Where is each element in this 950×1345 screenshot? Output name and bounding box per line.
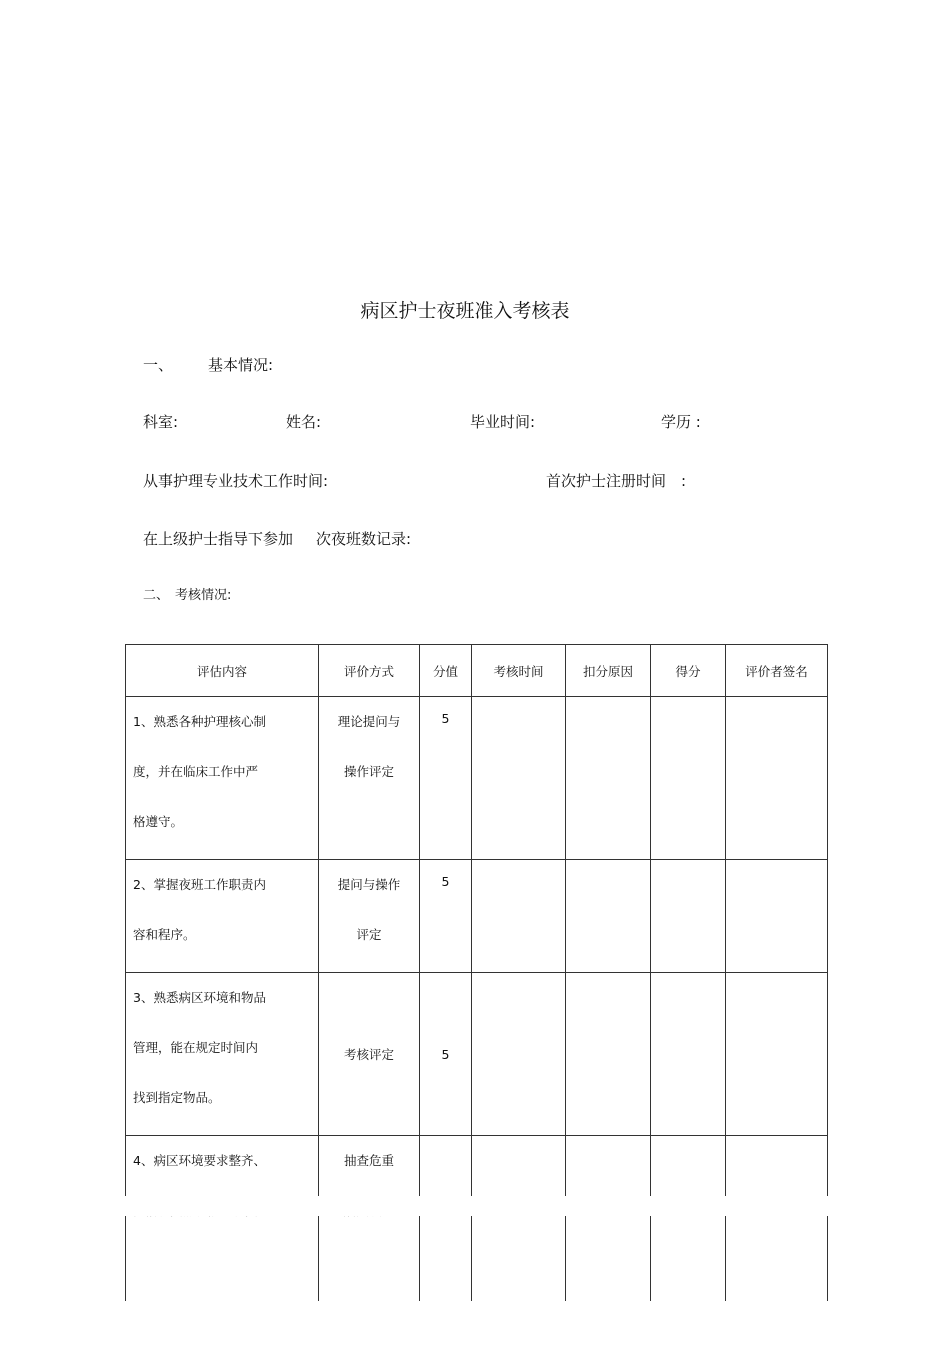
page-cut-mask (120, 1196, 840, 1216)
row1-time-cell (472, 697, 566, 860)
table-header-row (126, 645, 828, 697)
header-content: 评估内容 (126, 645, 319, 697)
row4-signature-cell (726, 1136, 828, 1302)
row3-score: 5 (420, 973, 472, 1136)
row3-method: 考核评定 (319, 973, 420, 1136)
row2-score: 5 (420, 860, 472, 973)
row4-deduction-cell (566, 1136, 651, 1302)
table-row (126, 1136, 828, 1302)
row2-signature-cell (726, 860, 828, 973)
dept-label: 科室: (143, 413, 179, 431)
header-signature: 评价者签名 (726, 645, 828, 697)
section2-label: 考核情况: (175, 588, 232, 603)
row3-signature-cell (726, 973, 828, 1136)
table-row (126, 860, 828, 973)
header-deduction: 扣分原因 (566, 645, 651, 697)
header-time: 考核时间 (472, 645, 566, 697)
row4-points-cell (651, 1136, 726, 1302)
work-time-label: 从事护理专业技术工作时间: (143, 472, 329, 490)
education-label: 学历 : (661, 413, 701, 431)
supervised-prefix: 在上级护士指导下参加 (143, 530, 294, 548)
row2-deduction-cell (566, 860, 651, 973)
row3-time-cell (472, 973, 566, 1136)
row3-points-cell (651, 973, 726, 1136)
row4-time-cell (472, 1136, 566, 1302)
row3-deduction-cell (566, 973, 651, 1136)
header-method: 评价方式 (319, 645, 420, 697)
row4-method: 抽查危重 (319, 1136, 420, 1302)
section1-label: 基本情况: (208, 356, 274, 374)
table-row (126, 973, 828, 1136)
header-score: 分值 (420, 645, 472, 697)
grad-time-label: 毕业时间: (470, 413, 536, 431)
row4-score (420, 1136, 472, 1302)
page-title: 病区护士夜班准入考核表 (360, 300, 570, 322)
row2-content: 2、掌握夜班工作职责内 容和程序。 (126, 860, 319, 973)
row1-content: 1、熟悉各种护理核心制 度，并在临床工作中严 格遵守。 (126, 697, 319, 860)
row4-content: 4、病区环境要求整齐、 (126, 1136, 319, 1302)
row2-method: 提问与操作 评定 (319, 860, 420, 973)
header-points: 得分 (651, 645, 726, 697)
row2-time-cell (472, 860, 566, 973)
table-row (126, 697, 828, 860)
row1-method: 理论提问与 操作评定 (319, 697, 420, 860)
section1-number: 一、 (143, 356, 174, 374)
row3-content: 3、熟悉病区环境和物品 管理，能在规定时间内 找到指定物品。 (126, 973, 319, 1136)
row1-score: 5 (420, 697, 472, 860)
row1-deduction-cell (566, 697, 651, 860)
register-time-label: 首次护士注册时间 : (546, 472, 687, 490)
row2-points-cell (651, 860, 726, 973)
row1-signature-cell (726, 697, 828, 860)
supervised-suffix: 次夜班数记录: (316, 530, 412, 548)
row1-points-cell (651, 697, 726, 860)
name-label: 姓名: (286, 413, 322, 431)
section2-number: 二、 (143, 588, 170, 603)
